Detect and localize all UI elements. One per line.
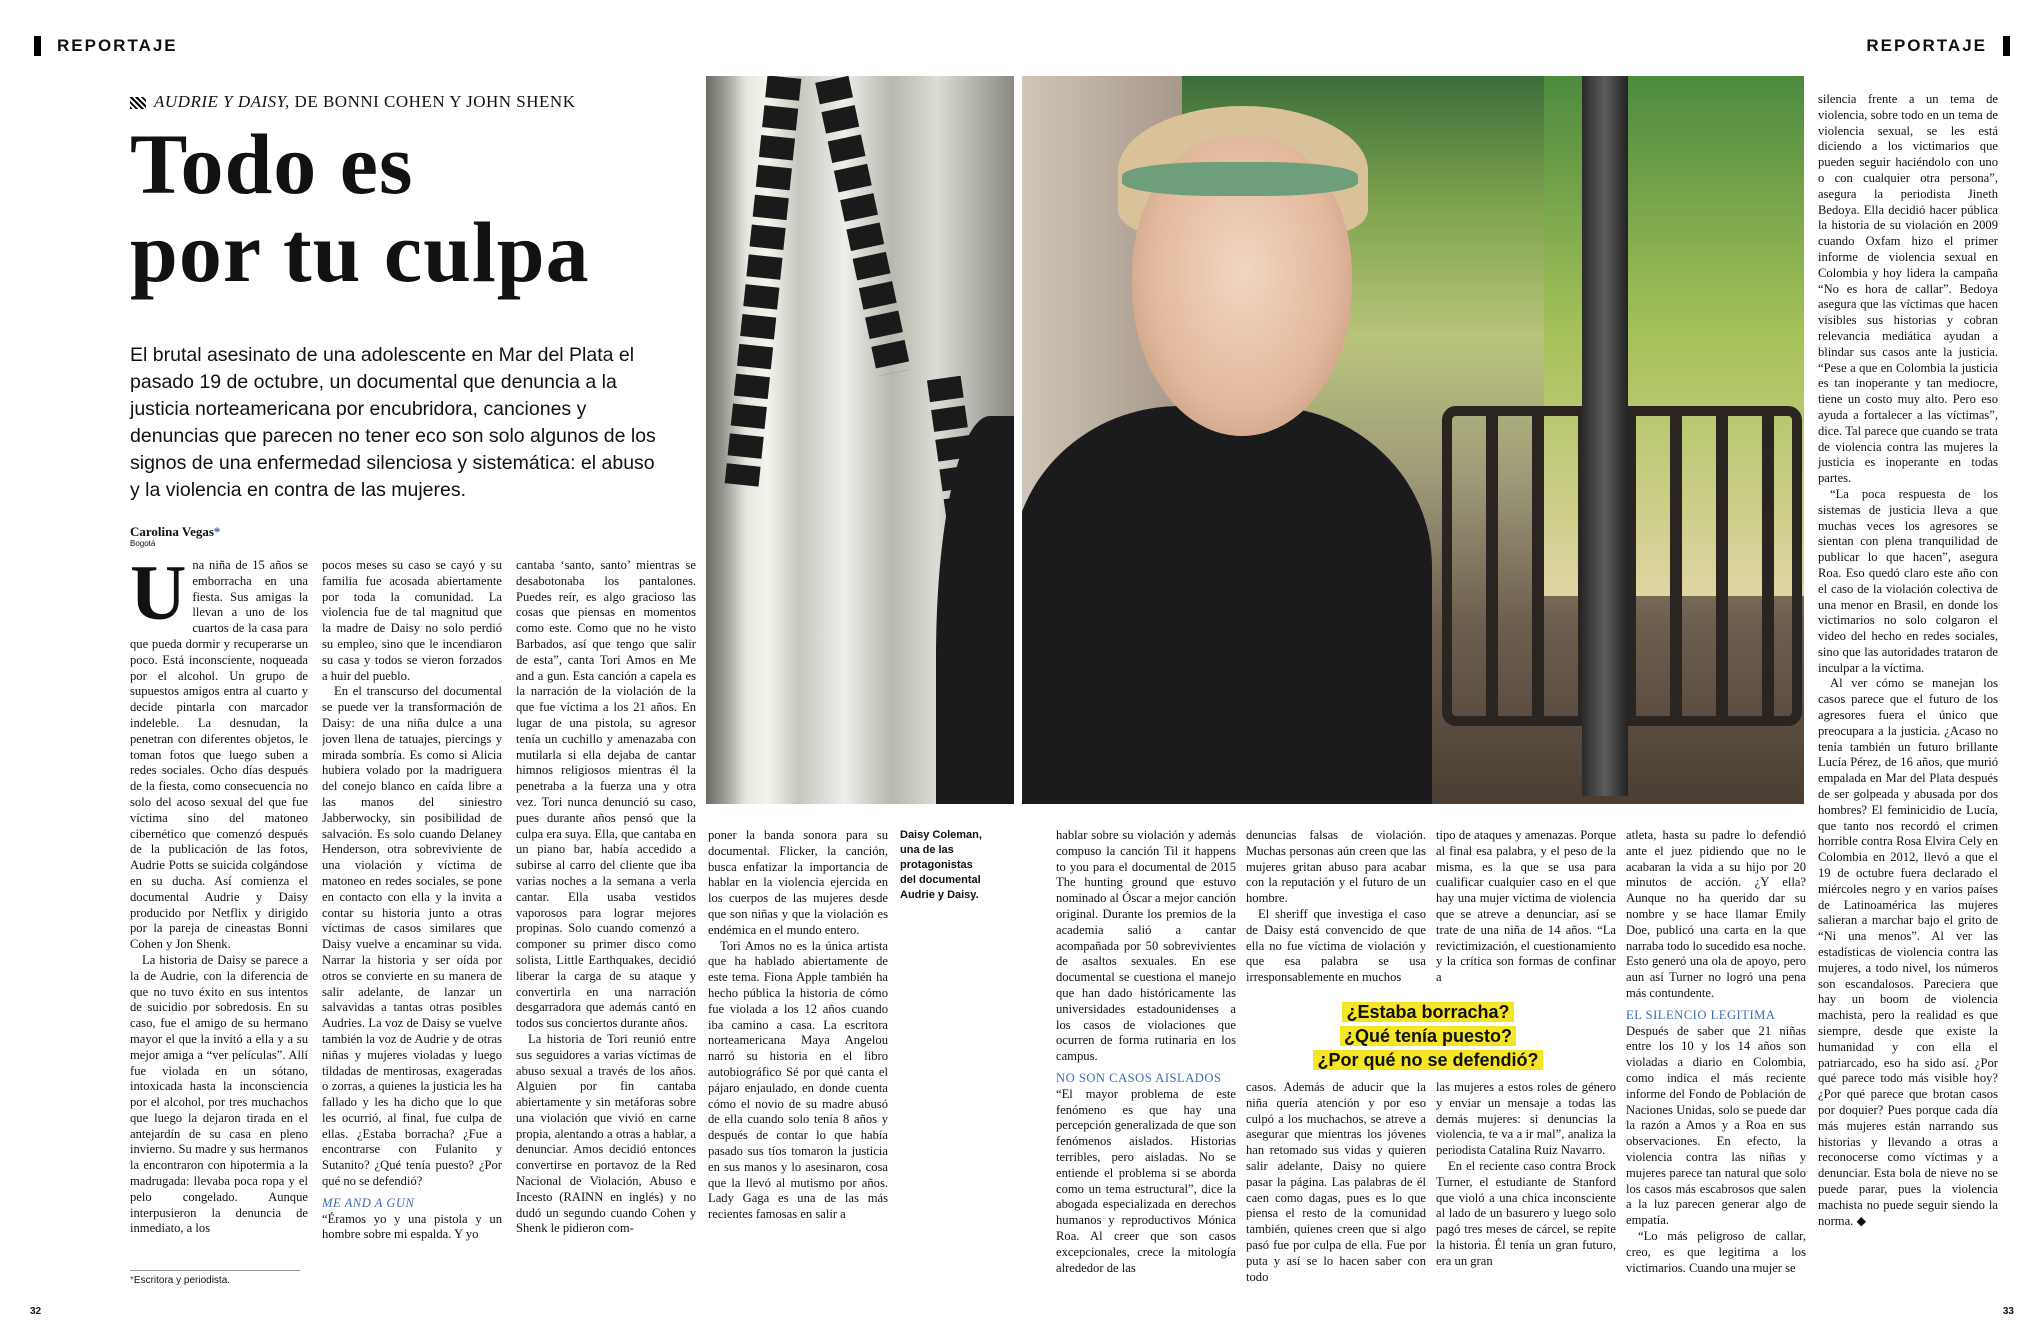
paragraph: “Éramos yo y una pistola y un hombre sobre mi espalda. Y yo: [322, 1211, 502, 1242]
paragraph: En el reciente caso contra Brock Turner, el estudiante de Stanford que violó a una chica inconsciente al lado de un basurero y luego solo pagó tres meses de cárcel, se repite la historia. Él tenía un gran futuro, era un gran: [1436, 1158, 1616, 1268]
byline: [130, 524, 220, 540]
article-column-9: [1818, 92, 1998, 1298]
photo-swing-chains: [706, 76, 1014, 804]
paragraph: casos. Además de aducir que la niña quería atención y por eso culpó a los muchachos, se atreve a asegurar que mientras los jóvenes han retomado sus vidas y quieren salir adelante, Daisy no quiere pasar la página. Las palabras de él caen como dagas, pues es lo que piensa el resto de la comunidad también, quienes creen que si algo pasó fue por culpa de ella. Fue por puta y así se lo hacen saber con todo: [1246, 1080, 1426, 1284]
drop-cap: U: [130, 558, 187, 636]
subhead-no-son-casos: NO SON CASOS AISLADOS: [1056, 1070, 1222, 1085]
headline: [130, 116, 590, 300]
paragraph: “Lo más peligroso de callar, creo, es que legitima a los victimarios. Cuando una mujer se: [1626, 1228, 1806, 1275]
headline-line2: por tu culpa: [130, 204, 590, 300]
article-column-7: [1436, 828, 1616, 988]
section-tag-left: REPORTAJE: [34, 36, 178, 56]
footnote-text: Escritora y periodista.: [133, 1275, 231, 1286]
paragraph: denuncias falsas de violación. Muchas personas aún creen que las mujeres gritan abuso para acabar con la reputación y el futuro de un hombre.: [1246, 828, 1426, 906]
paragraph: La historia de Daisy se parece a la de Audrie, con la diferencia de que no tuvo éxito en sus intentos de suicidio por sobredosis. En su caso, fue el amigo de su hermano mayor el que la invitó a ella y a su mejor amiga a “ver películas”. Allí fue violada en un sótano, intoxicada hasta la inconsciencia por el alcohol, por tres muchachos que luego la dejaron tirada en el antejardín de su casa en pleno invierno. Su madre y sus hermanos la encontraron con hipotermia a la madrugada: llevaba poca ropa y el pelo congelado. Aunque interpusieron la denuncia de inmediato, a los: [130, 952, 308, 1236]
photo-daisy-coleman: [1022, 76, 1804, 804]
swing-chain: [725, 76, 802, 487]
subhead-me-and-a-gun: ME AND A GUN: [322, 1195, 415, 1210]
film-icon: [130, 97, 146, 109]
footnote-asterisk: *: [130, 1275, 134, 1286]
article-column-5: [1056, 828, 1236, 1298]
headline-line1: Todo es: [130, 116, 414, 212]
paragraph: La historia de Tori reunió entre sus seguidores a varias víctimas de abuso sexual a través de los años. Alguien por fin cantaba abiertamente y sin metáforas sobre una violación que vivió en carne propia, alentando a otras a hablar, a denunciar. Amos decidió entonces convertirse en portavoz de la Red Nacional de Violación, Abuso e Incesto (RAINN en inglés) y no dudó un segundo cuando Cohen y Shenk le pidieron com-: [516, 1031, 696, 1236]
dateline-place: Bogotá: [130, 539, 156, 548]
photo-porch-post: [1582, 76, 1628, 796]
paragraph: poner la banda sonora para su documental. Flicker, la canción, busca enfatizar la importancia de hablar en la violencia ejercida en los cuerpos de las mujeres desde que son niñas y que la violación es endémica en el mundo entero.: [708, 828, 888, 937]
paragraph: hablar sobre su violación y además compuso la canción Til it happens to you para el documental de 2015 The hunting ground que estuvo nominado al Óscar a mejor canción original. Durante los premios de la academia salió a cantar acompañada por 50 sobrevivientes de asaltos sexuales. En ese documental se cuestiona el manejo que han dado históricamente las universidades estadounidenses a los casos de violaciones que ocurren de forma rutinaria en los campus.: [1056, 828, 1236, 1064]
paragraph: cantaba ‘santo, santo’ mientras se desabotonaba los pantalones. Puedes reír, es algo gracioso las cosas que piensas en momentos como este. Como que no he visto Barbados, así que tengo que salir de esta”, canta Tori Amos en Me and a gun. Esta canción a capela es la narración de la violación de la que fue víctima a los 21 años. En lugar de una pistola, su agresor tenía un cuchillo y amenazaba con mutilarla si ella dejaba de cantar himnos religiosos mientras él la penetraba a la fuerza una y otra vez. Tori nunca denunció su caso, pues durante años pensó que la culpa era suya. Ella, que cantaba en un piano bar, había accedido a subirse al carro del cliente que iba varias noches a la semana a verla cantar. Ella usaba vestidos vaporosos para lograr mejores propinas. Solo cuando comenzó a componer su primer disco como solista, Little Earthquakes, decidió liberar la carga de su ataque y convertirla en una narración desgarradora que además cantó en todos sus conciertos durante años.: [516, 558, 696, 1031]
swing-chain: [815, 76, 911, 376]
paragraph: El sheriff que investiga el caso de Daisy está convencido de que ella no fue víctima de violación y que esa palabra se usa irresponsablemente en muchos: [1246, 906, 1426, 985]
article-column-7b: [1436, 1080, 1616, 1298]
paragraph: Al ver cómo se manejan los casos parece que el futuro de los agresores fuera el único que preocupara a la justicia. ¿Acaso no tenía también un futuro brillante Lucía Pérez, de 16 años, que murió empalada en Mar del Plata después de ser golpeada y abusada por dos hombres? El feminicidio de Lucía, que tanto nos recordó el crimen horrible contra Rosa Elvira Cely en Colombia en 2012, llevó a que el 19 de octubre fuera declarado el miércoles negro y en varios países de Latinoamérica las mujeres salieran a marchar bajo el grito de “Ni una menos”. Al ver las estadísticas de violencia contra las mujeres, a todo nivel, los números son escandalosos. Pareciera que hay un boom de violencia machista, pero la realidad es que siempre, desde que existe la humanidad y con ella el patriarcado, eso ha sido así. ¿Por qué parece todo más visible hoy? ¿Por qué parece que brotan casos por doquier? Pues porque cada día más mujeres están narrando sus historias y llevando a otras a reconocerse como víctimas y a denunciar. Esta bola de nieve no se puede parar, pues la violencia machista no puede seguir siendo la norma. ◆: [1818, 676, 1998, 1228]
page-number-right: 33: [2002, 1306, 2014, 1317]
article-column-2: [322, 558, 502, 1298]
lead-paragraph: El brutal asesinato de una adolescente en Mar del Plata el pasado 19 de octubre, un documental que denuncia a la justicia norteamericana por encubridora, canciones y denuncias que parecen no tener eco son solo algunos de los signos de una enfermedad silenciosa y sistemática: el abuso y la violencia en contra de las mujeres.: [130, 344, 656, 501]
article-column-4: [708, 828, 888, 1298]
pull-quote-line: ¿Estaba borracha?: [1342, 1002, 1513, 1022]
page-number-left: 32: [30, 1306, 42, 1317]
paragraph: Después de saber que 21 niñas entre los 10 y los 14 años son violadas a diario en Colombia, como indica el más reciente informe del Fondo de Población de Naciones Unidas, solo se puede dar la razón a Amos y a Roa en sus observaciones. En efecto, la violencia contra las niñas y mujeres parece tan natural que solo los casos más escabrosos que salen a la luz parecen generar algo de empatía.: [1626, 1023, 1806, 1228]
pull-quote-line: ¿Por qué no se defendió?: [1313, 1050, 1542, 1070]
author-name: Carolina Vegas: [130, 524, 214, 539]
paragraph: tipo de ataques y amenazas. Porque al final esa palabra, y el peso de la misma, es la que se usa para cualificar cualquier caso en el que hay una mujer víctima de violencia que se atreve a denunciar, así se trate de una niña de 14 años. “La revictimización, el cuestionamiento y la crítica son formas de confinar a: [1436, 828, 1616, 985]
footnote: [130, 1270, 300, 1286]
subhead-el-silencio: EL SILENCIO LEGITIMA: [1626, 1007, 1776, 1022]
kicker-film: AUDRIE Y DAISY,: [154, 92, 290, 111]
paragraph: silencia frente a un tema de violencia, sobre todo en un tema de violencia sexual, se les está diciendo a los victimarios que pueden seguir haciéndolo con uno o con cualquier otra persona”, asegura la periodista Jineth Bedoya. Ella decidió hacer pública la historia de su violación en 2009 cuando Oxfam hizo el primer informe de violencia sexual en Colombia y hoy lidera la campaña “No es hora de callar”. Bedoya asegura que las víctimas que hacen visibles sus historias y cobran relevancia mediática ayudan a blindar sus casos ante la justicia. “Pese a que en Colombia la justicia es tan inoperante y tan mediocre, tiene un costo muy alto. Pero eso ayuda a fortalecer a las víctimas”, dice. Tal parece que cuando se trata de violencia contra las mujeres la justicia es inoperante en todas partes.: [1818, 92, 1998, 486]
paragraph: En el transcurso del documental se puede ver la transformación de Daisy: de una niña dulce a una joven llena de tatuajes, piercings y mirada sombría. Es como si Alicia hubiera volado por la madriguera del conejo blanco en caída libre a las manos del siniestro Jabberwocky, sin posibilidad de salvación. Es solo cuando Delaney Henderson, otra sobreviviente de una violación y víctima de matoneo en redes sociales, se pone en contacto con ella y la invita a contar su historia junto a otras víctimas de casos similares que Daisy vuelve a encaminar su vida. Narrar la historia y ser oída por otros se convierte en su manera de salir adelante, de lanzar un salvavidas a tantas otras posibles Audries. La voz de Daisy se vuelve también la voz de Audrie y de otras niñas y mujeres violadas y luego tildadas de mentirosas, exageradas o zorras, a quienes la justicia les ha fallado y les ha dicho que lo que les ocurrió, al final, fue culpa de ellas. ¿Estaba borracha? ¿Fue a encontrarse con Fulanito y Sutanito? ¿Qué tenía puesto? ¿Por qué no se defendió?: [322, 684, 502, 1189]
photo-caption: Daisy Coleman, una de las protagonistas del documental Audrie y Daisy.: [900, 829, 982, 901]
article-column-8: [1626, 828, 1806, 1298]
article-column-6b: [1246, 1080, 1426, 1298]
paragraph: “La poca respuesta de los sistemas de justicia lleva a que muchas veces los agresores se sientan con plena tranquilidad de publicar lo que hacen”, asegura Roa. Eso quedó claro este año con el caso de la violación colectiva de una menor en Brasil, en donde los victimarios no solo colgaron el video del hecho en redes sociales, sino que las autoridades trataron de inculpar a la víctima.: [1818, 486, 1998, 675]
pull-quote: [1310, 1000, 1546, 1072]
kicker-credit: DE BONNI COHEN Y JOHN SHENK: [294, 92, 576, 111]
article-column-3: [516, 558, 696, 1298]
author-asterisk: *: [213, 524, 221, 539]
paragraph: Una niña de 15 años se emborracha en una fiesta. Sus amigas la llevan a uno de los cuartos de la casa para que pueda dormir y recuperarse un poco. Está inconsciente, noqueada por el alcohol. Un grupo de supuestos amigos entra al cuarto y decide pintarla con marcador indeleble. La desnudan, la penetran con diferentes objetos, le toman fotos que luego suben a redes sociales. Ocho días después de la fiesta, como consecuencia no solo del acoso sexual del que fue víctima sino del matoneo cibernético que comenzó después de la publicación de las fotos, Audrie Potts se suicida colgándose en su ducha. Así comienza el documental Audrie y Daisy producido por Netflix y dirigido por la pareja de cineastas Bonni Cohen y Jon Shenk.: [130, 558, 308, 952]
paragraph: “El mayor problema de este fenómeno es que hay una percepción generalizada de que son fenómenos aislados. Historias terribles, pero aisladas. No se entiende el problema si se aborda como un tema estructural”, dice la abogada especializada en derechos humanos y reproductivos Mónica Roa. Al creer que son casos excepcionales, crece la mitología alrededor de las: [1056, 1086, 1236, 1275]
photo-headband: [1122, 162, 1358, 196]
kicker: [130, 92, 575, 112]
section-tag-right: REPORTAJE: [1866, 36, 2010, 56]
paragraph: atleta, hasta su padre lo defendió ante el juez pidiendo que no le acabaran la vida a su hijo por 20 minutos de acción. ¿Y ella? Aunque no ha querido dar su nombre y se hace llamar Emily Doe, publicó una carta en la que narraba todo lo sucedido esa noche. Esto generó una ola de apoyo, pero aun así Turner no logró una pena más contundente.: [1626, 828, 1806, 1000]
article-column-1: [130, 558, 308, 1266]
paragraph: pocos meses su caso se cayó y su familia fue acosada abiertamente por toda la comunidad. La violencia fue de tal magnitud que la madre de Daisy no solo perdió su empleo, sino que le incendiaron su casa y todos se vieron forzados a huir del pueblo.: [322, 558, 502, 683]
pull-quote-line: ¿Qué tenía puesto?: [1340, 1026, 1516, 1046]
article-column-6: [1246, 828, 1426, 988]
paragraph: las mujeres a estos roles de género y enviar un mensaje a todas las demás mujeres: si denuncias la violencia, te va a ir mal”, analiza la periodista Catalina Ruiz Navarro.: [1436, 1080, 1616, 1158]
paragraph: Tori Amos no es la única artista que ha hablado abiertamente de este tema. Fiona Apple también ha hecho pública la historia de cómo fue violada a los 12 años cuando iba camino a casa. La escritora norteamericana Maya Angelou narró su historia en el libro autobiográfico Sé por qué canta el pájaro enjaulado, en donde cuenta cómo el novio de su madre abusó de ella cuando solo tenía 8 años y después de contar lo que había pasado sus tíos tomaron la justicia en sus manos y lo asesinaron, cosa que la llevó al mutismo por años. Lady Gaga es una de las más recientes famosas en salir a: [708, 938, 888, 1222]
photo-shirt: [1022, 406, 1432, 804]
